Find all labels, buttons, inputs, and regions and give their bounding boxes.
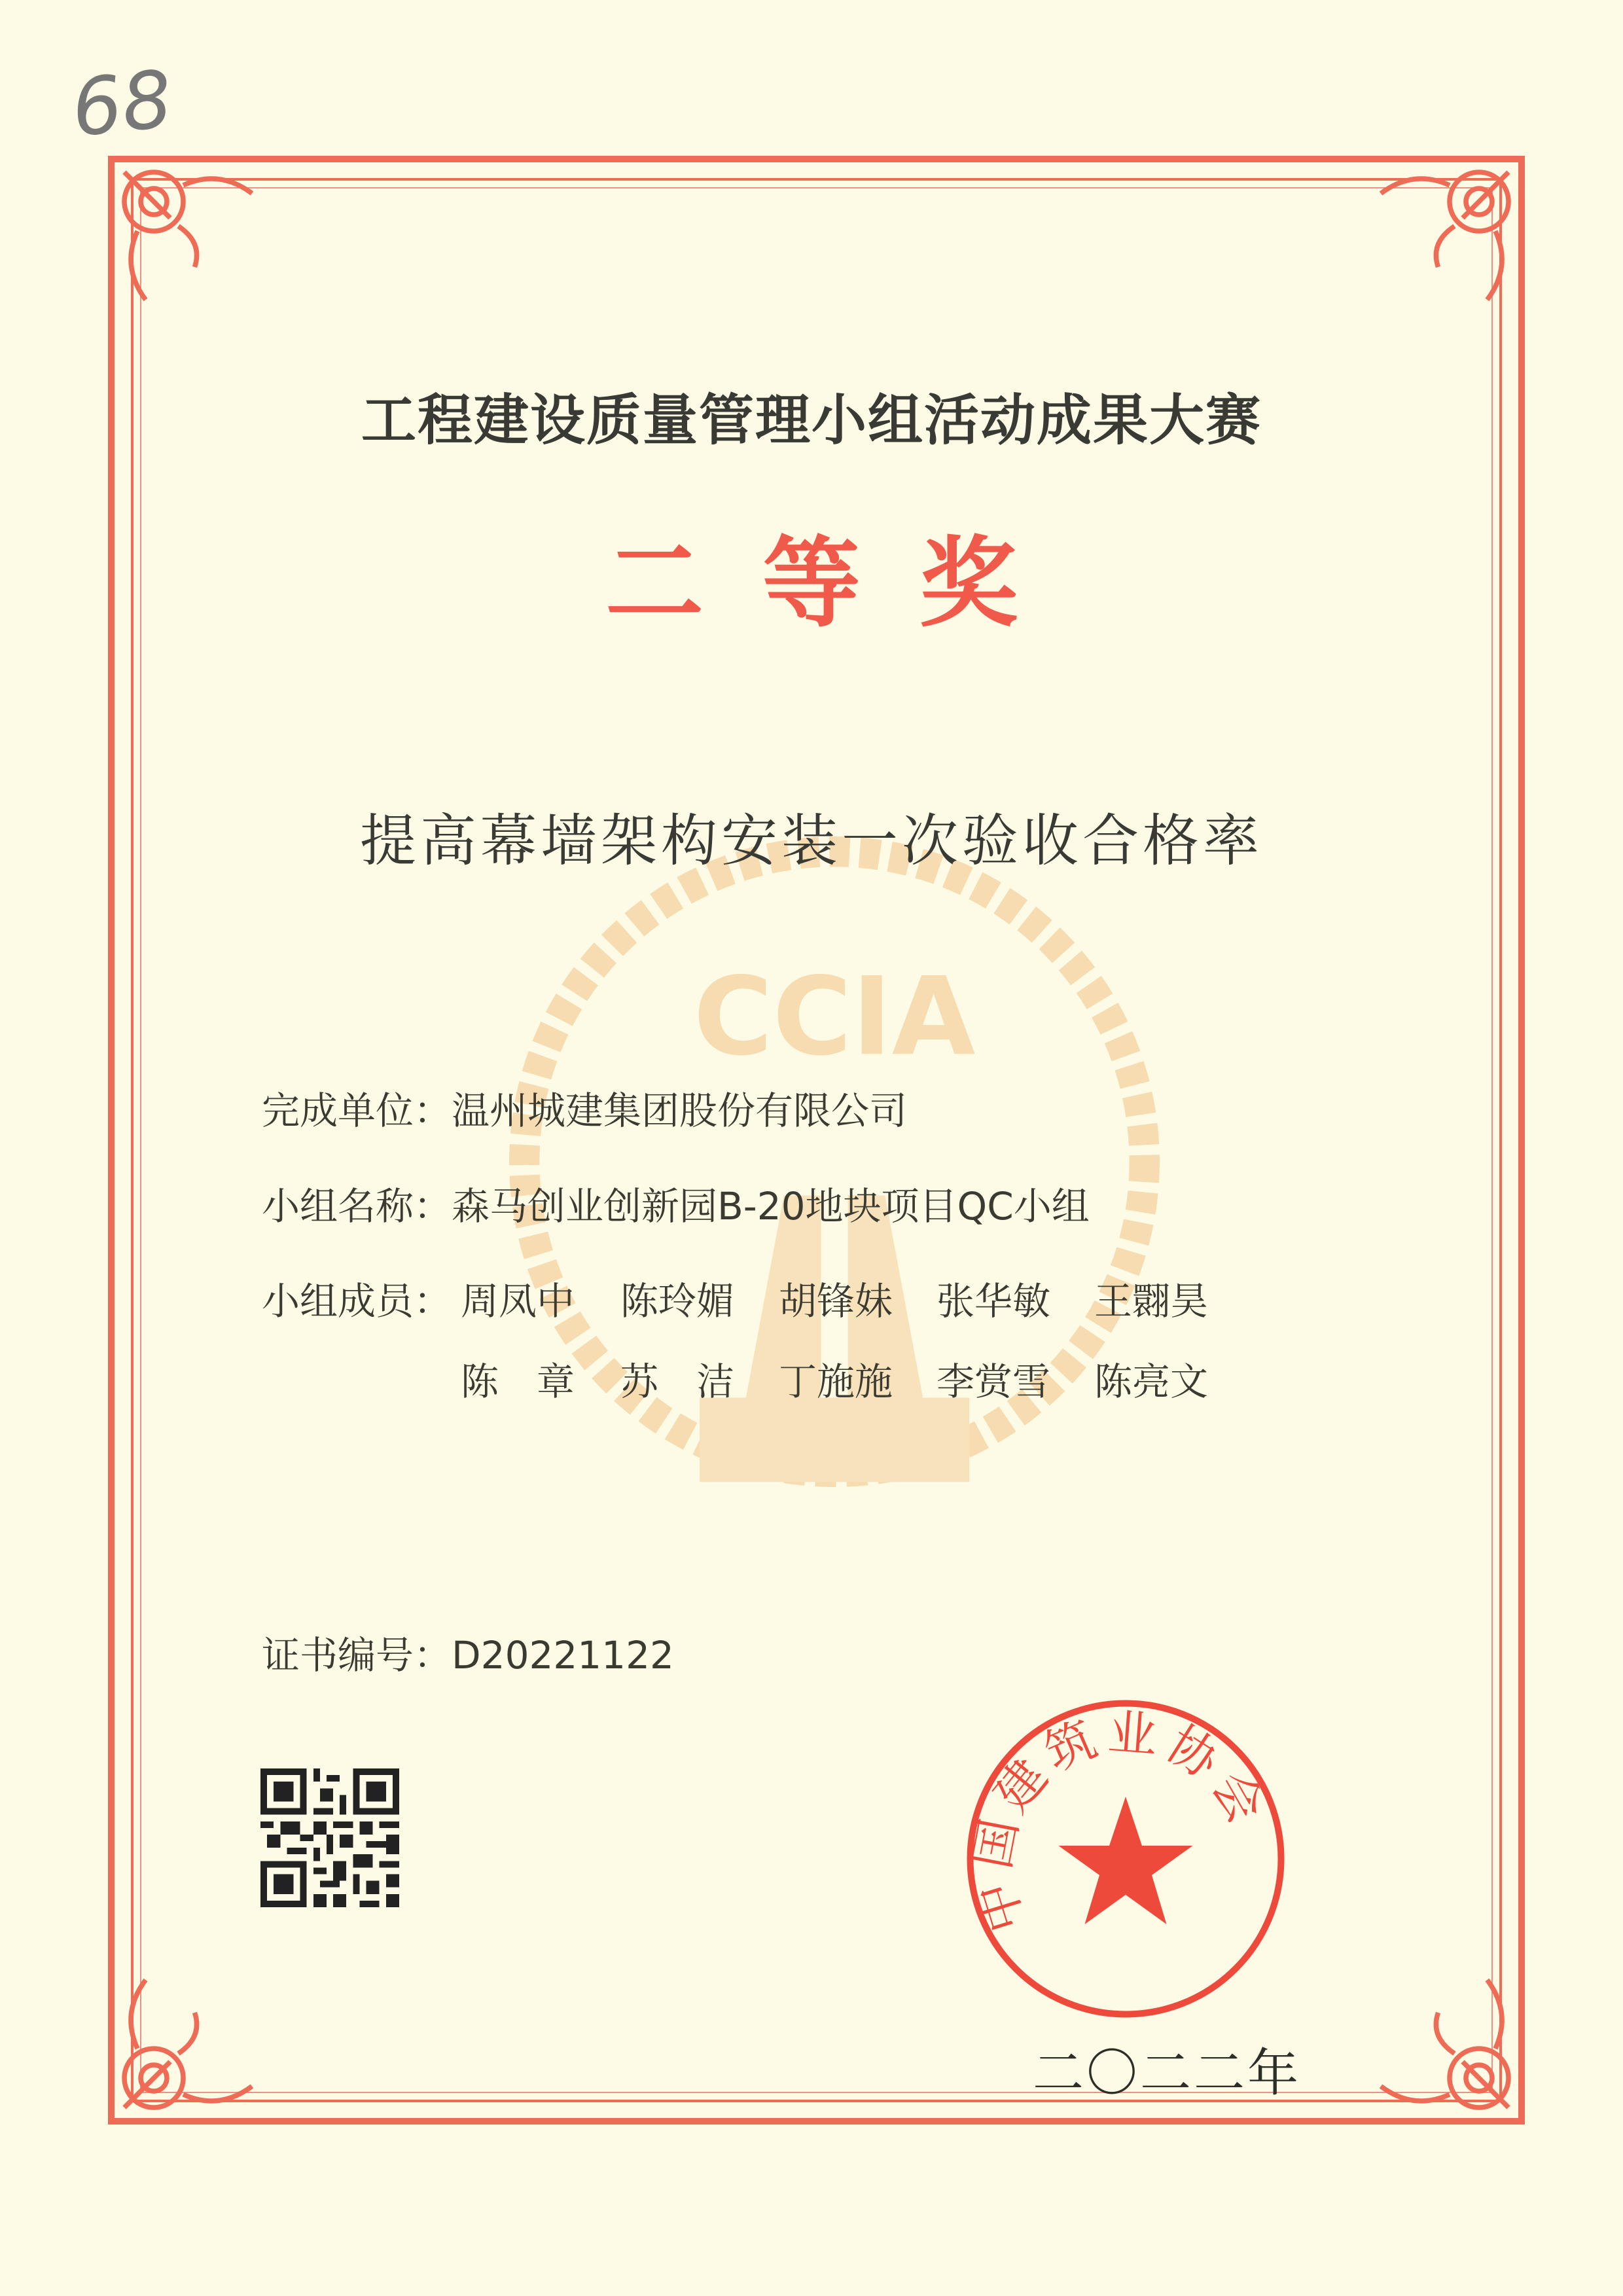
member-name: 丁施施 [779, 1359, 893, 1404]
group-row [262, 1175, 1090, 1230]
star-icon [1059, 1797, 1193, 1924]
group-value: 森马创业创新园B-20地块项目QC小组 [452, 1184, 1090, 1229]
group-label: 小组名称： [262, 1184, 452, 1229]
issue-date: 二〇二二年 [1033, 2044, 1302, 2103]
member-name: 陈亮文 [1094, 1359, 1209, 1404]
handwritten-page-number: 68 [67, 54, 177, 155]
unit-row [262, 1080, 907, 1135]
member-name: 苏 洁 [620, 1359, 735, 1404]
member-name: 张华敏 [936, 1279, 1051, 1323]
corner-ornament-icon [1364, 152, 1528, 316]
award-level: 二等奖 [605, 526, 1077, 641]
cert-number: D20221122 [452, 1633, 674, 1677]
competition-title: 工程建设质量管理小组活动成果大赛 [361, 388, 1262, 452]
unit-label: 完成单位： [262, 1088, 452, 1133]
corner-ornament-icon [105, 152, 268, 316]
members-label: 小组成员： [262, 1279, 452, 1323]
official-seal [962, 1695, 1289, 2022]
unit-value: 温州城建集团股份有限公司 [452, 1088, 908, 1133]
watermark-text: CCIA [693, 954, 976, 1080]
member-name: 胡锋妹 [779, 1279, 893, 1323]
member-name: 李赏雪 [936, 1359, 1051, 1404]
qr-code[interactable] [260, 1768, 399, 1907]
corner-ornament-icon [105, 1964, 268, 2127]
member-name: 王翾昊 [1094, 1279, 1209, 1323]
member-name: 周凤中 [461, 1279, 575, 1323]
cert-row [262, 1624, 674, 1679]
seal-text: 中国建筑业协会 [963, 1703, 1279, 1939]
cert-label: 证书编号： [262, 1633, 452, 1677]
corner-ornament-icon [1364, 1964, 1528, 2127]
member-name: 陈玲媚 [620, 1279, 735, 1323]
member-name: 陈 章 [461, 1359, 575, 1404]
project-title: 提高幕墙架构安装一次验收合格率 [360, 808, 1263, 874]
